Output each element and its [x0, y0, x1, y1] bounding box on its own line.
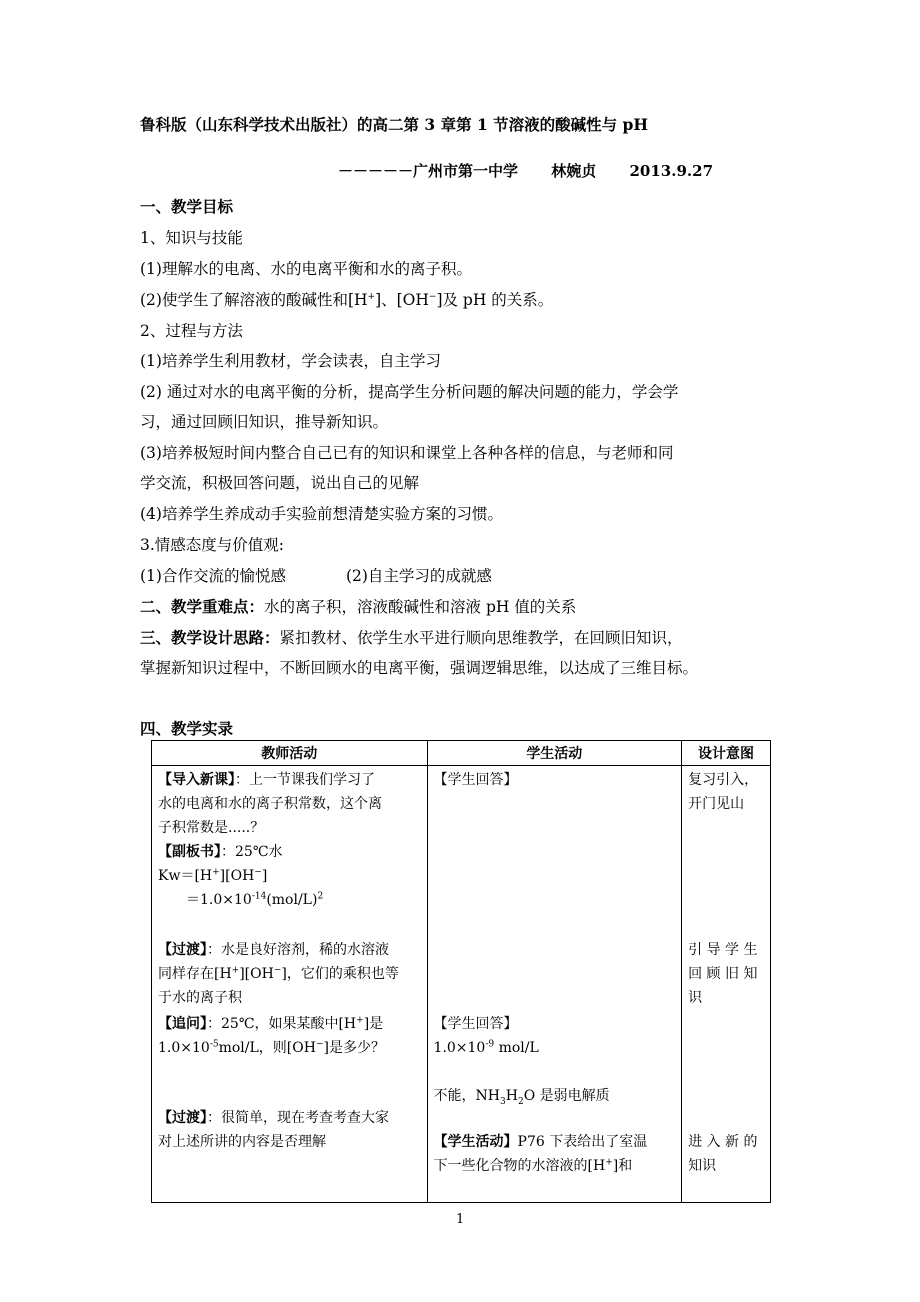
section-2: 二、教学重难点：水的离子积，溶液酸碱性和溶液 pH 值的关系 [140, 597, 577, 616]
byline-date: 2013.9.27 [629, 162, 714, 180]
header-teacher: 教师活动 [152, 741, 428, 766]
goal-2-2-line2: 习，通过回顾旧知识，推导新知识。 [140, 413, 389, 431]
subsection-knowledge: 1、知识与技能 [140, 229, 243, 247]
byline-author: 林婉贞 [551, 162, 597, 180]
subsection-process: 2、过程与方法 [140, 322, 243, 340]
section-3-line2: 掌握新知识过程中，不断回顾水的电离平衡，强调逻辑思维，以达成了三维目标。 [140, 659, 699, 677]
lesson-record-table [151, 740, 771, 1203]
table-header-row [152, 741, 771, 766]
document-title: 鲁科版（山东科学技术出版社）的高二第 3 章第 1 节溶液的酸碱性与 pH [140, 115, 649, 134]
goal-2-4: (4)培养学生养成动手实验前想清楚实验方案的习惯。 [140, 505, 503, 523]
goal-2-2-line1: (2) 通过对水的电离平衡的分析，提高学生分析问题的解决问题的能力，学会学 [140, 383, 679, 401]
page-number: 1 [456, 1212, 465, 1227]
goal-2-3-line1: (3)培养极短时间内整合自己已有的知识和课堂上各种各样的信息，与老师和同 [140, 444, 674, 462]
byline [338, 160, 741, 181]
intent-cell: 复习引入， 开门见山 引 导 学 生 回 顾 旧 知 识 进 入 新 的 知识 [682, 766, 771, 1203]
section-3-line1: 三、教学设计思路：紧扣教材、依学生水平进行顺向思维教学，在回顾旧知识， [140, 628, 683, 647]
student-cell: 【学生回答】 【学生回答】 $1.0\times 10^{-9}$ mol/L 不能，$NH_3H_2O$ 是弱电解质 【学生活动】P76 下表给出了室温 下一些化合物的水溶液的[H+]和 [427, 766, 682, 1203]
subsection-attitude: 3.情感态度与价值观: [140, 536, 285, 554]
section-4-heading: 四、教学实录 [140, 719, 234, 738]
header-student: 学生活动 [427, 741, 682, 766]
goal-2-3-line2: 学交流，积极回答问题，说出自己的见解 [140, 474, 420, 492]
header-intent: 设计意图 [682, 741, 771, 766]
byline-school: －－－－－广州市第一中学 [338, 162, 519, 180]
section-1-heading: 一、教学目标 [140, 197, 234, 216]
table-row [152, 766, 771, 1203]
goal-3: (1)合作交流的愉悦感 (2)自主学习的成就感 [140, 567, 492, 585]
goal-1-1: (1)理解水的电离、水的电离平衡和水的离子积。 [140, 260, 472, 278]
goal-2-1: (1)培养学生利用教材，学会读表，自主学习 [140, 352, 441, 370]
teacher-cell: 【导入新课】：上一节课我们学习了 水的电离和水的离子积常数，这个离 子积常数是.....？ 【副板书】：25℃水 Kw＝[H+][OH−] $=1.0\times 10^{-14}(mol/L)^2$ 【过渡】：水是良好溶剂，稀的水溶液 同样存在[H+][OH−]，它们的乘积也等 于水的离子积 【追问】：25℃，如果某酸中[H+]是 $1.0\times 10^{-5}mol/L$，则[OH−]是多少？ 【过渡】：很简单，现在考查考查大家 对上述所讲的内容是否理解 [152, 766, 428, 1203]
goal-1-2: (2)使学生了解溶液的酸碱性和[H+]、[OH−]及 pH 的关系。 [140, 291, 554, 309]
